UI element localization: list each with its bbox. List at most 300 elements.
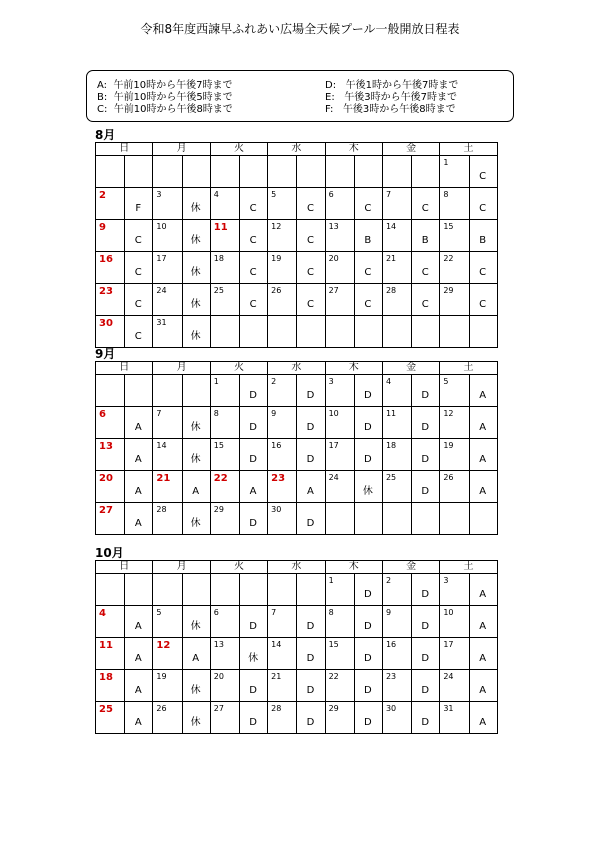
date-number: 1 [328,576,334,585]
date-number: 25 [385,473,397,482]
schedule-code: A [134,422,142,433]
date-number: 16 [271,441,282,450]
schedule-code: D [306,685,315,696]
cell-divider [239,574,240,605]
schedule-code: C [364,267,372,278]
day-cell [268,407,325,439]
cell-divider [296,316,297,347]
date-number: 11 [99,640,113,651]
schedule-code: A [134,454,142,465]
day-cell [325,284,382,316]
day-cell [210,188,267,220]
date-number: 27 [213,704,224,713]
schedule-code: D [249,454,257,465]
date-number: 8 [443,190,449,199]
day-cell [153,284,210,316]
schedule-code: A [134,518,142,529]
day-cell [96,252,153,284]
day-cell [153,471,210,503]
date-number: 10 [328,409,339,418]
day-cell [268,471,325,503]
schedule-code: D [249,390,257,401]
date-number: 7 [271,608,277,617]
schedule-code: A [479,653,487,664]
weekday-header: 水 [268,561,325,574]
date-number: 7 [385,190,392,199]
schedule-code: A [479,621,487,632]
schedule-code: C [249,267,257,278]
date-number: 24 [328,473,339,482]
week-row [96,638,498,670]
cell-divider [124,574,125,605]
schedule-code: B [421,235,429,246]
date-number: 2 [385,576,392,585]
day-cell [96,574,153,606]
day-cell [96,471,153,503]
schedule-code: D [421,685,430,696]
date-number: 7 [156,409,162,418]
day-cell [153,407,210,439]
weekday-header: 日 [96,362,153,375]
date-number: 4 [213,190,219,199]
calendar-august [95,142,498,348]
date-number: 30 [271,505,282,514]
date-number: 18 [385,441,397,450]
date-number: 27 [99,505,113,516]
date-number: 15 [443,222,454,231]
weekday-header: 火 [210,561,267,574]
legend-item-c [97,103,233,116]
legend-key: A: [97,80,108,91]
date-number: 11 [385,409,397,418]
schedule-code: D [306,621,315,632]
schedule-code: C [421,267,429,278]
day-cell [440,375,497,407]
day-cell [440,252,497,284]
month-label-september: 9月 [95,347,116,361]
closed-mark: 休 [190,299,201,310]
schedule-code: A [134,653,142,664]
legend-key: B: [97,92,108,103]
cell-divider [469,503,470,534]
day-cell [382,188,439,220]
day-cell [382,316,439,348]
weekday-header: 土 [440,561,497,574]
schedule-code: C [479,267,487,278]
cell-divider [296,574,297,605]
day-cell [325,220,382,252]
schedule-code: A [192,486,200,497]
closed-mark: 休 [190,685,201,696]
legend-box [86,70,514,122]
date-number: 13 [213,640,224,649]
schedule-code: A [134,621,142,632]
day-cell [210,606,267,638]
schedule-code: D [421,486,430,497]
schedule-code: A [479,422,487,433]
day-cell [268,252,325,284]
schedule-code: C [249,299,257,310]
day-cell [440,407,497,439]
date-number: 15 [328,640,339,649]
schedule-code: A [479,685,487,696]
week-row [96,407,498,439]
day-cell [325,252,382,284]
day-cell [325,375,382,407]
schedule-code: C [249,235,257,246]
date-number: 10 [156,222,167,231]
cell-divider [354,316,355,347]
schedule-code: C [479,203,487,214]
day-cell [210,439,267,471]
week-row [96,439,498,471]
date-number: 8 [213,409,219,418]
date-number: 17 [328,441,339,450]
date-number: 20 [99,473,113,484]
weekday-header: 金 [382,362,439,375]
schedule-code: C [421,203,429,214]
day-cell [268,638,325,670]
legend-key: E: [325,92,335,103]
date-number: 12 [443,409,454,418]
day-cell [440,439,497,471]
month-label-october: 10月 [95,546,124,560]
schedule-code: C [134,331,142,342]
day-cell [382,670,439,702]
legend-key: F: [325,104,334,115]
day-cell [382,638,439,670]
day-cell [440,188,497,220]
schedule-code: A [479,390,487,401]
date-number: 3 [443,576,449,585]
day-cell [440,284,497,316]
schedule-code: C [364,203,372,214]
cell-divider [411,316,412,347]
schedule-code: B [479,235,487,246]
schedule-code: D [249,422,257,433]
day-cell [268,284,325,316]
closed-mark: 休 [190,203,201,214]
day-cell [325,407,382,439]
day-cell [325,574,382,606]
day-cell [210,574,267,606]
date-number: 23 [271,473,286,484]
date-number: 17 [156,254,167,263]
day-cell [440,220,497,252]
weekday-header: 月 [153,561,210,574]
day-cell [96,156,153,188]
date-number: 6 [99,409,106,420]
day-cell [96,375,153,407]
weekday-header: 水 [268,362,325,375]
weekday-header: 火 [210,143,267,156]
legend-item-f [325,103,456,116]
date-number: 30 [99,318,113,329]
cell-divider [411,503,412,534]
calendar-september [95,361,498,535]
date-number: 28 [156,505,167,514]
date-number: 21 [385,254,397,263]
schedule-code: D [363,422,372,433]
cell-divider [182,156,183,187]
weekday-header-row [96,362,498,375]
date-number: 22 [213,473,228,484]
day-cell [268,439,325,471]
day-cell [382,407,439,439]
date-number: 11 [213,222,228,233]
legend-text: 午前10時から午後7時まで [113,80,233,91]
day-cell [268,375,325,407]
date-number: 26 [443,473,454,482]
schedule-code: D [421,390,430,401]
day-cell [382,503,439,535]
day-cell [210,284,267,316]
date-number: 29 [213,505,224,514]
day-cell [153,375,210,407]
legend-text: 午後3時から午後7時まで [344,92,457,103]
date-number: 14 [385,222,397,231]
day-cell [210,316,267,348]
day-cell [153,638,210,670]
schedule-code: C [479,171,487,182]
day-cell [268,156,325,188]
schedule-code: D [306,422,315,433]
date-number: 9 [271,409,277,418]
day-cell [210,670,267,702]
date-number: 22 [328,672,339,681]
date-number: 2 [99,190,106,201]
day-cell [96,407,153,439]
day-cell [382,375,439,407]
date-number: 20 [328,254,339,263]
day-cell [268,220,325,252]
date-number: 2 [271,377,277,386]
weekday-header: 木 [325,561,382,574]
week-row [96,375,498,407]
day-cell [325,188,382,220]
day-cell [325,638,382,670]
schedule-code: C [306,299,314,310]
day-cell [153,503,210,535]
date-number: 8 [328,608,334,617]
cell-divider [469,316,470,347]
weekday-header: 金 [382,143,439,156]
date-number: 5 [443,377,449,386]
day-cell [325,503,382,535]
weekday-header: 木 [325,143,382,156]
day-cell [96,670,153,702]
closed-mark: 休 [190,235,201,246]
day-cell [268,606,325,638]
date-number: 23 [385,672,397,681]
date-number: 20 [213,672,224,681]
week-row [96,670,498,702]
date-number: 19 [271,254,282,263]
day-cell [268,316,325,348]
legend-text: 午前10時から午後8時まで [113,104,233,115]
cell-divider [124,156,125,187]
day-cell [382,220,439,252]
schedule-code: D [363,454,372,465]
day-cell [325,316,382,348]
schedule-code: A [134,717,142,728]
date-number: 17 [443,640,454,649]
day-cell [325,606,382,638]
cell-divider [354,503,355,534]
date-number: 25 [213,286,224,295]
day-cell [325,439,382,471]
day-cell [382,439,439,471]
day-cell [382,471,439,503]
cell-divider [182,574,183,605]
schedule-code: F [135,203,142,214]
week-row [96,471,498,503]
date-number: 14 [271,640,282,649]
date-number: 31 [443,704,454,713]
date-number: 9 [385,608,392,617]
day-cell [325,471,382,503]
day-cell [440,702,497,734]
day-cell [325,702,382,734]
date-number: 24 [156,286,167,295]
day-cell [153,670,210,702]
schedule-code: A [134,685,142,696]
weekday-header: 月 [153,143,210,156]
date-number: 12 [271,222,282,231]
month-label-august: 8月 [95,128,116,142]
schedule-code: C [306,235,314,246]
date-number: 18 [99,672,113,683]
schedule-code: C [479,299,487,310]
day-cell [440,503,497,535]
schedule-code: C [134,267,142,278]
day-cell [440,606,497,638]
schedule-code: A [479,486,487,497]
day-cell [440,670,497,702]
day-cell [440,156,497,188]
legend-text: 午前10時から午後5時まで [113,92,233,103]
day-cell [440,638,497,670]
day-cell [440,471,497,503]
legend-text: 午後1時から午後7時まで [345,80,459,91]
closed-mark: 休 [190,621,201,632]
date-number: 29 [328,704,339,713]
legend-text: 午後3時から午後8時まで [342,104,456,115]
day-cell [153,252,210,284]
schedule-code: C [364,299,372,310]
week-row [96,284,498,316]
schedule-code: D [306,653,315,664]
weekday-header: 火 [210,362,267,375]
date-number: 25 [99,704,113,715]
date-number: 19 [443,441,454,450]
schedule-code: D [421,422,430,433]
day-cell [96,503,153,535]
day-cell [210,471,267,503]
day-cell [268,670,325,702]
date-number: 1 [213,377,219,386]
schedule-code: A [192,653,200,664]
weekday-header: 日 [96,143,153,156]
page-title: 令和8年度西諫早ふれあい広場全天候プール一般開放日程表 [140,22,460,36]
date-number: 15 [213,441,224,450]
schedule-code: D [306,518,315,529]
day-cell [382,252,439,284]
day-cell [268,702,325,734]
date-number: 1 [443,158,449,167]
schedule-code: D [421,621,430,632]
day-cell [96,316,153,348]
day-cell [382,574,439,606]
week-row [96,220,498,252]
weekday-header: 水 [268,143,325,156]
schedule-code: A [307,486,314,497]
schedule-code: C [306,267,314,278]
date-number: 21 [271,672,282,681]
date-number: 6 [328,190,334,199]
weekday-header-row [96,561,498,574]
date-number: 18 [213,254,224,263]
closed-mark: 休 [248,653,259,664]
schedule-code: C [249,203,257,214]
weekday-header-row [96,143,498,156]
schedule-code: D [363,621,372,632]
date-number: 5 [156,608,162,617]
day-cell [268,503,325,535]
weekday-header: 月 [153,362,210,375]
date-number: 27 [328,286,339,295]
cell-divider [296,156,297,187]
weekday-header: 土 [440,143,497,156]
day-cell [153,220,210,252]
cell-divider [354,156,355,187]
day-cell [210,252,267,284]
schedule-code: D [306,717,315,728]
legend-key: C: [97,104,108,115]
schedule-code: A [134,486,142,497]
week-row [96,503,498,535]
closed-mark: 休 [190,454,201,465]
day-cell [210,375,267,407]
day-cell [382,606,439,638]
date-number: 12 [156,640,171,651]
closed-mark: 休 [362,486,373,497]
schedule-code: D [249,518,257,529]
schedule-code: D [363,685,372,696]
day-cell [153,574,210,606]
schedule-code: B [364,235,372,246]
day-cell [96,702,153,734]
schedule-code: A [479,589,487,600]
date-number: 4 [385,377,392,386]
day-cell [153,316,210,348]
schedule-code: D [421,717,430,728]
day-cell [210,638,267,670]
schedule-code: D [421,653,430,664]
day-cell [210,702,267,734]
date-number: 13 [328,222,339,231]
cell-divider [411,156,412,187]
weekday-header: 木 [325,362,382,375]
week-row [96,156,498,188]
date-number: 28 [271,704,282,713]
day-cell [325,670,382,702]
cell-divider [182,375,183,406]
week-row [96,574,498,606]
day-cell [325,156,382,188]
date-number: 5 [271,190,277,199]
day-cell [268,188,325,220]
